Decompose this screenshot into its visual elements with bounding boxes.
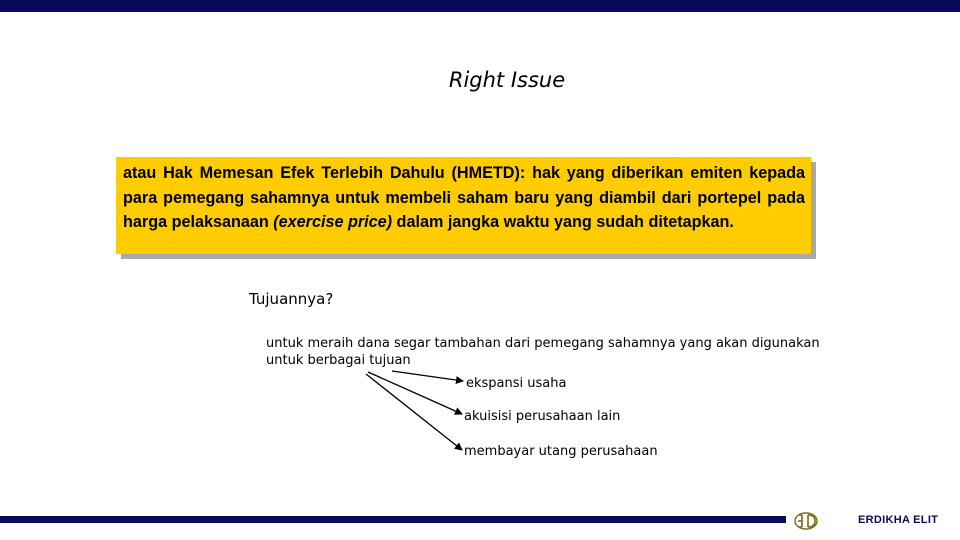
definition-part-1: atau Hak Memesan Efek Terlebih Dahulu (HMETD): hak yang diberikan emiten kepada para pemegang sahamnya untuk membeli saham baru yang diambil dari portepel pada harga pelaksanaan	[123, 164, 805, 231]
arrow-to-expansion	[392, 371, 463, 381]
question-text: Tujuannya?	[249, 290, 334, 308]
answer-text: untuk meraih dana segar tambahan dari pemegang sahamnya yang akan digunakan untuk berbagai tujuan	[266, 336, 820, 368]
bottom-bar	[0, 516, 786, 523]
brand-name: ERDIKHA ELIT	[858, 514, 939, 526]
slide-title: Right Issue	[448, 68, 566, 92]
purpose-pay-debt: membayar utang perusahaan	[464, 444, 658, 459]
purpose-acquisition: akuisisi perusahaan lain	[464, 409, 621, 424]
definition-part-2: dalam jangka waktu yang sudah ditetapkan.	[392, 213, 734, 231]
purpose-expansion: ekspansi usaha	[466, 376, 567, 391]
definition-emphasis: (exercise price)	[273, 213, 393, 231]
ed-logo-icon	[792, 510, 820, 532]
arrow-to-debt	[366, 374, 462, 450]
